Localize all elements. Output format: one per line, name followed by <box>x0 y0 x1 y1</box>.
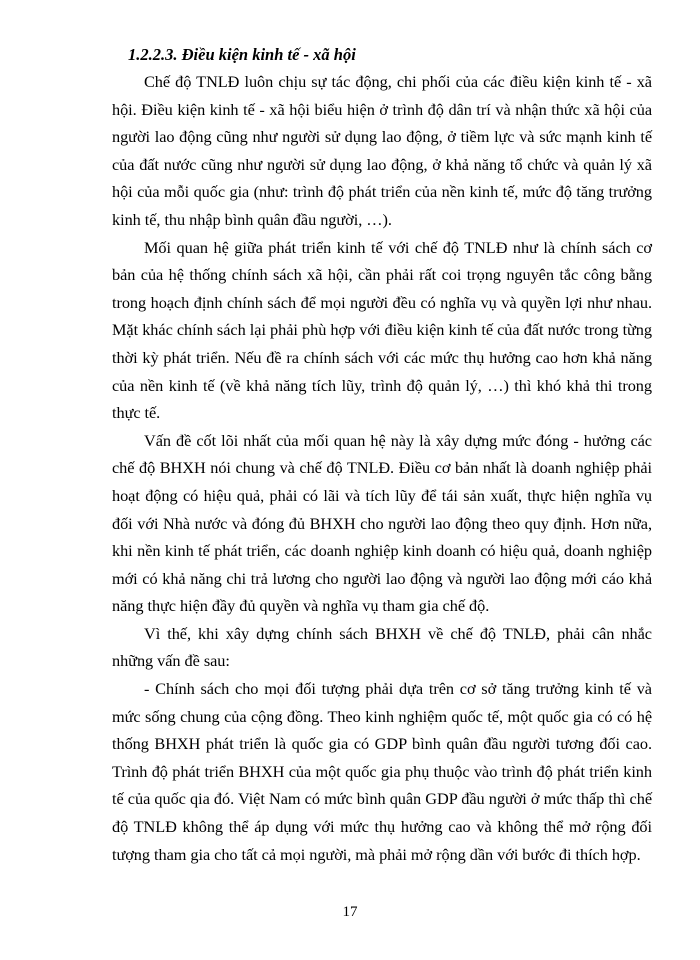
paragraph-2: Mối quan hệ giữa phát triển kinh tế với chế độ TNLĐ như là chính sách cơ bản của hệ thống chính sách xã hội, cần phải rất coi trọng nguyên tắc công bằng trong hoạch định chính sách để mọi người đều có nghĩa vụ và quyền lợi như nhau. Mặt khác chính sách lại phải phù hợp với điều kiện kinh tế của đất nước trong từng thời kỳ phát triển. Nếu đề ra chính sách với các mức thụ hưởng cao hơn khả năng của nền kinh tế (về khả năng tích lũy, trình độ quản lý, …) thì khó khả thi trong thực tế. <box>112 237 652 423</box>
paragraph-3: Vấn đề cốt lõi nhất của mối quan hệ này là xây dựng mức đóng - hưởng các chế độ BHXH nói chung và chế độ TNLĐ. Điều cơ bản nhất là doanh nghiệp phải hoạt động có hiệu quả, phải có lãi và tích lũy để tái sản xuất, thực hiện nghĩa vụ đối với Nhà nước và đóng đủ BHXH cho người lao động theo quy định. Hơn nữa, khi nền kinh tế phát triển, các doanh nghiệp kinh doanh có hiệu quả, doanh nghiệp mới có khả năng chi trả lương cho người lao động và người lao động mới cáo khả năng thực hiện đầy đủ quyền và nghĩa vụ tham gia chế độ. <box>112 430 652 616</box>
paragraph-5: - Chính sách cho mọi đối tượng phải dựa trên cơ sở tăng trưởng kinh tế và mức sống chung của cộng đồng. Theo kinh nghiệm quốc tế, một quốc gia có có hệ thống BHXH phát triển là quốc gia có GDP bình quân đầu người tương đối cao. Trình độ phát triển BHXH của một quốc gia phụ thuộc vào trình độ phát triển kinh tế của quốc qia đó. Việt Nam có mức bình quân GDP đầu người ở mức thấp thì chế độ TNLĐ không thể áp dụng với mức thụ hưởng cao và không thể mở rộng đối tượng tham gia cho tất cả mọi người, mà phải mở rộng dần với bước đi thích hợp. <box>112 679 652 864</box>
section-heading: 1.2.2.3. Điều kiện kinh tế - xã hội <box>128 45 356 64</box>
paragraph-4: Vì thế, khi xây dựng chính sách BHXH về chế độ TNLĐ, phải cân nhắc những vấn đề sau: <box>112 623 652 671</box>
page-number: 17 <box>342 904 358 920</box>
page-content <box>112 41 652 868</box>
paragraph-1: Chế độ TNLĐ luôn chịu sự tác động, chi phối của các điều kiện kinh tế - xã hội. Điều kiện kinh tế - xã hội biểu hiện ở trình độ dân trí và nhận thức xã hội của người lao động cũng như người sử dụng lao động, ở tiềm lực và sức mạnh kinh tế của đất nước cũng như người sử dụng lao động, ở khả năng tổ chức và quản lý xã hội của mỗi quốc gia (như: trình độ phát triển của nền kinh tế, mức độ tăng trưởng kinh tế, thu nhập bình quân đầu người, …). <box>112 72 652 229</box>
